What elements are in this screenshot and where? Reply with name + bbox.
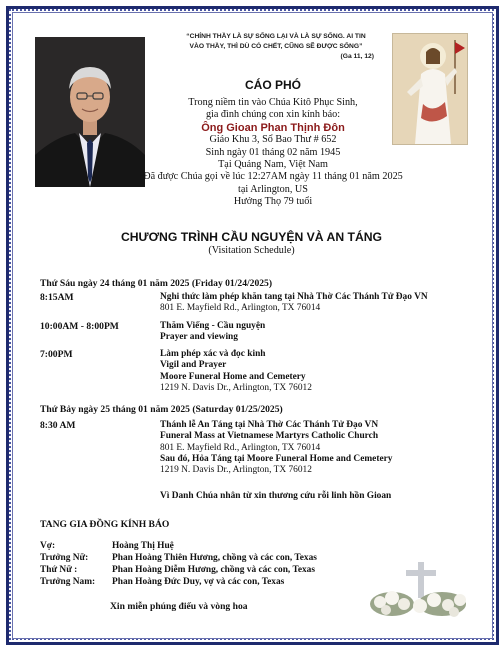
- cross-flowers-image: [362, 560, 474, 618]
- day1-event3-line1: Làm phép xác và đọc kinh: [160, 349, 266, 359]
- day2-event1-address2: 1219 N. Davis Dr., Arlington, TX 76012: [160, 465, 312, 476]
- day1-event2-line1: Thăm Viếng - Cầu nguyện: [160, 321, 266, 331]
- family-row-value: Phan Hoàng Đức Duy, vợ và các con, Texas: [112, 577, 285, 587]
- family-row-label: Trưởng Nữ:: [40, 553, 89, 563]
- death-place: tại Arlington, US: [238, 183, 308, 195]
- family-title: TANG GIA ĐỒNG KÍNH BÁO: [40, 519, 170, 530]
- day2-event1-time: 8:30 AM: [40, 420, 76, 431]
- deceased-name: Ông Gioan Phan Thịnh Đôn: [201, 121, 345, 134]
- day1-event3-line3: Moore Funeral Home and Cemetery: [160, 371, 306, 382]
- quote-reference: (Ga 11, 12): [340, 53, 374, 60]
- age-at-death: Hưởng Thọ 79 tuổi: [233, 196, 313, 208]
- day1-event2-details: [160, 321, 480, 344]
- scripture-quote: [160, 32, 392, 62]
- family-row-label: Thứ Nữ :: [40, 565, 78, 575]
- day2-event1-line2: Funeral Mass at Vietnamese Martyrs Catholic Church: [160, 431, 379, 442]
- intro-line-2: gia đình chúng con xin kính báo:: [205, 109, 341, 121]
- family-row-label: Vợ:: [40, 541, 56, 551]
- day1-event1-line1: Nghi thức làm phép khăn tang tại Nhà Thờ Các Thánh Tử Đạo VN: [160, 292, 428, 302]
- schedule-subtitle: (Visitation Schedule): [208, 245, 295, 256]
- day1-event3-time: 7:00PM: [40, 349, 73, 360]
- day1-event1-details: [160, 292, 480, 315]
- day2-event1-details: [160, 420, 480, 476]
- day2-event1-line1: Thánh lễ An Táng tại Nhà Thờ Các Thánh Tử Đạo VN: [160, 420, 379, 430]
- family-row-label: Trưởng Nam:: [40, 577, 96, 587]
- day1-label: Thứ Sáu ngày 24 tháng 01 năm 2025 (Friday 01/24/2025): [40, 278, 273, 289]
- parish-info: Giáo Khu 3, Sổ Bao Thư # 652: [209, 134, 337, 146]
- quote-line-1: “CHÍNH THẦY LÀ SỰ SỐNG LẠI VÀ LÀ SỰ SỐNG. AI TIN: [186, 33, 366, 40]
- day1-event2-line2: Prayer and viewing: [160, 332, 238, 343]
- birth-place: Tại Quảng Nam, Việt Nam: [218, 159, 328, 171]
- day1-event3-address: 1219 N. Davis Dr., Arlington, TX 76012: [160, 382, 312, 393]
- closing-note: Xin miễn phúng điếu và vòng hoa: [110, 601, 248, 612]
- deceased-portrait-photo: [35, 37, 145, 187]
- prayer-line: Vì Danh Chúa nhân từ xin thương cứu rỗi linh hồn Gioan: [160, 491, 392, 501]
- day2-event1-line4: Sau đó, Hỏa Táng tại Moore Funeral Home and Cemetery: [160, 453, 393, 464]
- obituary-info: [143, 97, 403, 209]
- death-date: Đã được Chúa gọi về lúc 12:27AM ngày 11 tháng 01 năm 2025: [143, 171, 403, 183]
- family-row-value: Hoàng Thị Huệ: [112, 541, 174, 551]
- day1-event3-details: [160, 349, 480, 394]
- birth-date: Sinh ngày 01 tháng 02 năm 1945: [205, 146, 341, 158]
- risen-christ-image: [392, 33, 468, 145]
- day1-event1-address: 801 E. Mayfield Rd., Arlington, TX 76014: [160, 303, 321, 314]
- family-row: [40, 577, 284, 587]
- day1-event1-time: 8:15AM: [40, 292, 74, 303]
- day2-event1-address1: 801 E. Mayfield Rd., Arlington, TX 76014: [160, 442, 321, 453]
- family-row: [40, 565, 315, 575]
- obituary-title: CÁO PHÓ: [244, 78, 301, 92]
- day1-event2-time: 10:00AM - 8:00PM: [40, 321, 119, 332]
- family-row: [40, 541, 174, 551]
- family-row-value: Phan Hoàng Thiên Hương, chồng và các con, Texas: [112, 553, 317, 563]
- quote-line-2: VÀO THẦY, THÌ DÙ CÓ CHẾT, CŨNG SẼ ĐƯỢC SỐNG”: [189, 43, 363, 50]
- family-row-value: Phan Hoàng Diễm Hương, chồng và các con, Texas: [112, 565, 316, 575]
- day1-event3-line2: Vigil and Prayer: [160, 360, 227, 371]
- day2-label: Thứ Bảy ngày 25 tháng 01 năm 2025 (Saturday 01/25/2025): [40, 404, 283, 415]
- schedule-title: CHƯƠNG TRÌNH CẦU NGUYỆN VÀ AN TÁNG: [120, 230, 383, 244]
- family-row: [40, 553, 317, 563]
- intro-line-1: Trong niềm tin vào Chúa Kitô Phục Sinh,: [188, 97, 358, 108]
